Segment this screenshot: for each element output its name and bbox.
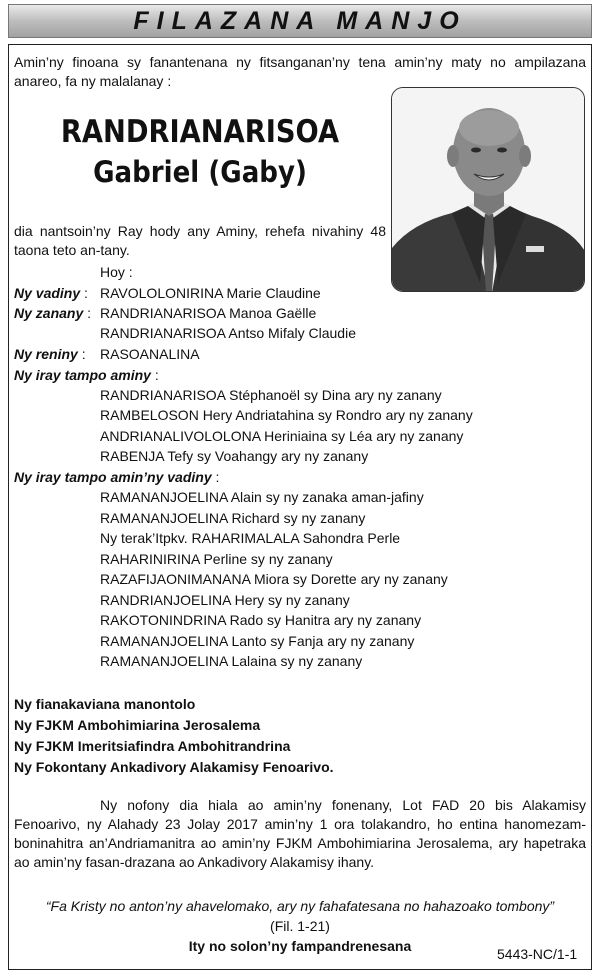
organization-item: Ny FJKM Ambohimiarina Jerosalema <box>14 717 261 733</box>
relation-name: RAMANANJOELINA Lalaina sy ny zanany <box>100 653 363 669</box>
relation-row: Ny reniny : <box>14 346 86 362</box>
organization-item: Ny FJKM Imeritsiafindra Ambohitrandrina <box>14 738 291 754</box>
relation-label: Ny iray tampo aminy <box>14 367 151 383</box>
deceased-surname: RANDRIANARISOA <box>60 114 340 150</box>
relation-name: Ny terak’Itpkv. RAHARIMALALA Sahondra Perle <box>100 530 401 546</box>
relation-name: RAMANANJOELINA Lanto sy Fanja ary ny zanany <box>100 633 415 649</box>
relation-row: Ny zanany : <box>14 305 92 321</box>
relation-name: ANDRIANALIVOLOLONA Heriniaina sy Léa ary ny zanany <box>100 428 464 444</box>
deceased-text: dia nantsoin’ny Ray hody any Aminy, rehefa nivahiny 48 taona teto an-tany. <box>14 223 386 258</box>
relation-label: Ny vadiny <box>14 285 81 301</box>
organization-item: Ny fianakaviana manontolo <box>14 696 196 712</box>
portrait-image <box>392 88 585 292</box>
closing-line: Ity no solon’ny fampandrenesana <box>188 938 412 954</box>
funeral-notice: Ny nofony dia hiala ao amin’ny fonenany, Lot FAD 20 bis Alakamisy Fenoarivo, ny Alahady 23 Jolay 2017 amin’ny 1 ora tolakandro, ho entina hanomezam-boninahitra an’Andriamanitra ao amin’ny FJKM Ambohimiarina Jerosalema, ary hapetraka ao amin’ny fasan-drazana ao Ankadivory Alakamisy ihany. <box>14 797 586 870</box>
relation-name: RAKOTONINDRINA Rado sy Hanitra ary ny zanany <box>100 612 422 628</box>
verse-reference: (Fil. 1-21) <box>270 918 330 934</box>
relation-name: RAVOLOLONIRINA Marie Claudine <box>100 285 321 301</box>
relation-name: RAMANANJOELINA Alain sy ny zanaka aman-jafiny <box>100 489 424 505</box>
relation-name: RAHARINIRINA Perline sy ny zanany <box>100 551 333 567</box>
header-band <box>8 4 592 38</box>
relation-label: Ny zanany <box>14 305 84 321</box>
relation-name: RAMBELOSON Hery Andriatahina sy Rondro ary ny zanany <box>100 407 473 423</box>
relation-name: RASOANALINA <box>100 346 200 362</box>
intro-text: Amin’ny finoana sy fanantenana ny fitsanganan’ny tena amin’ny maty no ampilazana anareo, fa ny malalanay : <box>14 54 586 89</box>
relation-name: RANDRIANARISOA Stéphanoël sy Dina ary ny zanany <box>100 387 442 403</box>
relation-row: Ny iray tampo aminy : <box>14 367 159 383</box>
bible-verse: “Fa Kristy no anton’ny ahavelomako, ary ny fahafatesana no hahazoako tombony” <box>45 898 555 914</box>
relation-name: RANDRIANARISOA Manoa Gaëlle <box>100 305 317 321</box>
relation-label: Ny reniny <box>14 346 78 362</box>
relation-row: Ny vadiny : <box>14 285 88 301</box>
deceased-given-name: Gabriel (Gaby) <box>93 155 307 189</box>
deceased-photo <box>391 87 585 292</box>
hoy-label: Hoy : <box>100 264 133 280</box>
relation-name: RAMANANJOELINA Richard sy ny zanany <box>100 510 366 526</box>
relation-name: RAZAFIJAONIMANANA Miora sy Dorette ary ny zanany <box>100 571 448 587</box>
relation-name: RANDRIANJOELINA Hery sy ny zanany <box>100 592 350 608</box>
header-title: FILAZANA MANJO <box>133 6 467 35</box>
reference-code: 5443-NC/1-1 <box>497 946 578 962</box>
relation-name: RANDRIANARISOA Antso Mifaly Claudie <box>100 325 356 341</box>
organization-item: Ny Fokontany Ankadivory Alakamisy Fenoarivo. <box>14 759 334 775</box>
relation-row: Ny iray tampo amin’ny vadiny : <box>14 469 220 485</box>
relation-name: RABENJA Tefy sy Voahangy ary ny zanany <box>100 448 369 464</box>
organizations-list <box>14 694 334 778</box>
relation-label: Ny iray tampo amin’ny vadiny <box>14 469 212 485</box>
